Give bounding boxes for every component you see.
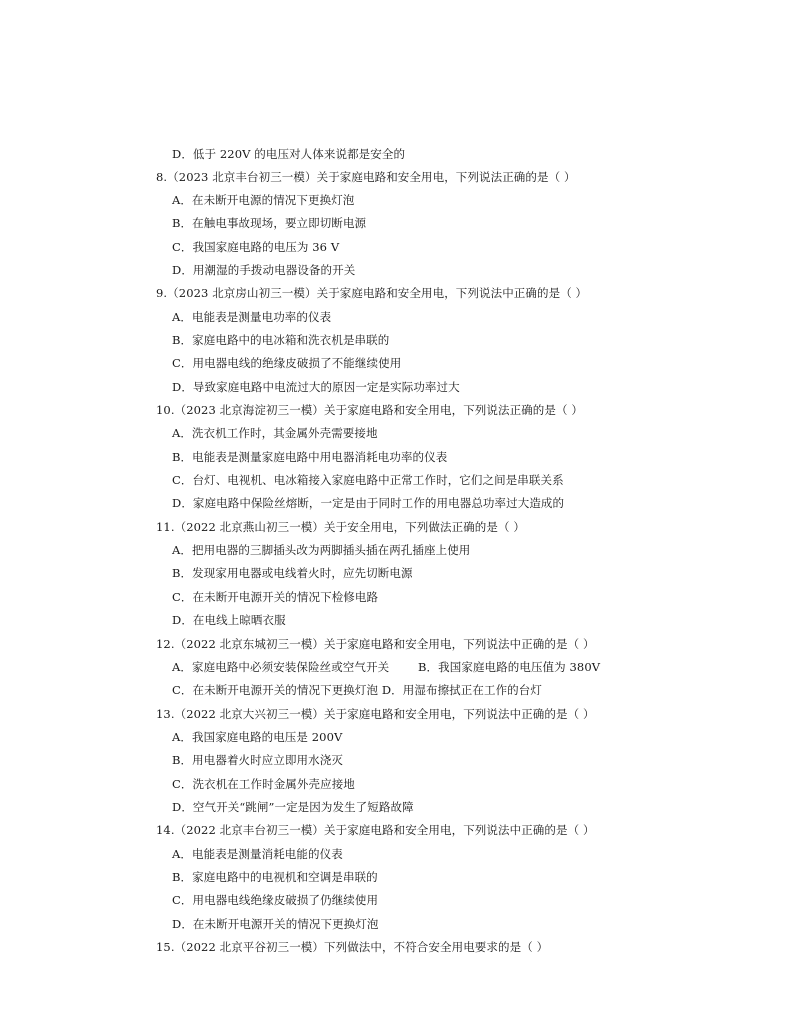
q15-stem: 15.（2022 北京平谷初三一模）下列做法中，不符合安全用电要求的是（ ） [156,940,549,954]
q9-option-b: B．家庭电路中的电冰箱和洗衣机是串联的 [172,333,390,347]
q11-stem: 11.（2022 北京燕山初三一模）关于安全用电，下列做法正确的是（ ） [156,520,525,534]
q9-option-a: A．电能表是测量电功率的仪表 [172,310,332,324]
q9-option-c: C．用电器电线的绝缘皮破损了不能继续使用 [172,356,402,370]
q12-option-cd: C．在未断开电源开关的情况下更换灯泡 D．用湿布擦拭正在工作的台灯 [172,683,542,697]
q14-option-a: A．电能表是测量消耗电能的仪表 [172,847,343,861]
q13-option-d: D．空气开关“跳闸”一定是因为发生了短路故障 [172,800,414,814]
q11-option-c: C．在未断开电源开关的情况下检修电路 [172,590,379,604]
q11-option-b: B．发现家用电器或电线着火时，应先切断电源 [172,566,413,580]
q12-option-b: B．我国家庭电路的电压值为 380V [418,660,601,674]
q12-option-a: A．家庭电路中必须安装保险丝或空气开关 [172,660,390,674]
q13-stem: 13.（2022 北京大兴初三一模）关于家庭电路和安全用电，下列说法中正确的是（ ） [156,707,595,721]
q14-option-b: B．家庭电路中的电视机和空调是串联的 [172,870,378,884]
q8-option-a: A．在未断开电源的情况下更换灯泡 [172,193,355,207]
q11-option-d: D．在电线上晾晒衣服 [172,613,286,627]
q10-option-b: B．电能表是测量家庭电路中用电器消耗电功率的仪表 [172,450,448,464]
q13-option-b: B．用电器着火时应立即用水浇灭 [172,753,343,767]
q10-option-a: A．洗衣机工作时，其金属外壳需要接地 [172,426,378,440]
q14-stem: 14.（2022 北京丰台初三一模）关于家庭电路和安全用电，下列说法中正确的是（ ） [156,823,595,837]
q14-option-c: C．用电器电线绝缘皮破损了仍继续使用 [172,893,379,907]
q11-option-a: A．把用电器的三脚插头改为两脚插头插在两孔插座上使用 [172,543,471,557]
q13-option-a: A．我国家庭电路的电压是 200V [172,730,343,744]
q8-option-d: D．用潮湿的手拨动电器设备的开关 [172,263,356,277]
q8-option-b: B．在触电事故现场，要立即切断电源 [172,216,367,230]
q14-option-d: D．在未断开电源开关的情况下更换灯泡 [172,917,379,931]
q12-stem: 12.（2022 北京东城初三一模）关于家庭电路和安全用电，下列说法中正确的是（ ） [156,637,595,651]
q10-option-d: D．家庭电路中保险丝熔断，一定是由于同时工作的用电器总功率过大造成的 [172,496,565,510]
q9-option-d: D．导致家庭电路中电流过大的原因一定是实际功率过大 [172,380,460,394]
q10-stem: 10.（2023 北京海淀初三一模）关于家庭电路和安全用电，下列说法正确的是（ ） [156,403,583,417]
q8-option-c: C．我国家庭电路的电压为 36 V [172,240,340,254]
q10-option-c: C．台灯、电视机、电冰箱接入家庭电路中正常工作时，它们之间是串联关系 [172,473,564,487]
q8-stem: 8.（2023 北京丰台初三一模）关于家庭电路和安全用电，下列说法正确的是（ ） [156,170,576,184]
q13-option-c: C．洗衣机在工作时金属外壳应接地 [172,777,355,791]
q9-stem: 9.（2023 北京房山初三一模）关于家庭电路和安全用电，下列说法中正确的是（ ） [156,286,588,300]
q7-option-d: D．低于 220V 的电压对人体来说都是安全的 [172,147,406,161]
